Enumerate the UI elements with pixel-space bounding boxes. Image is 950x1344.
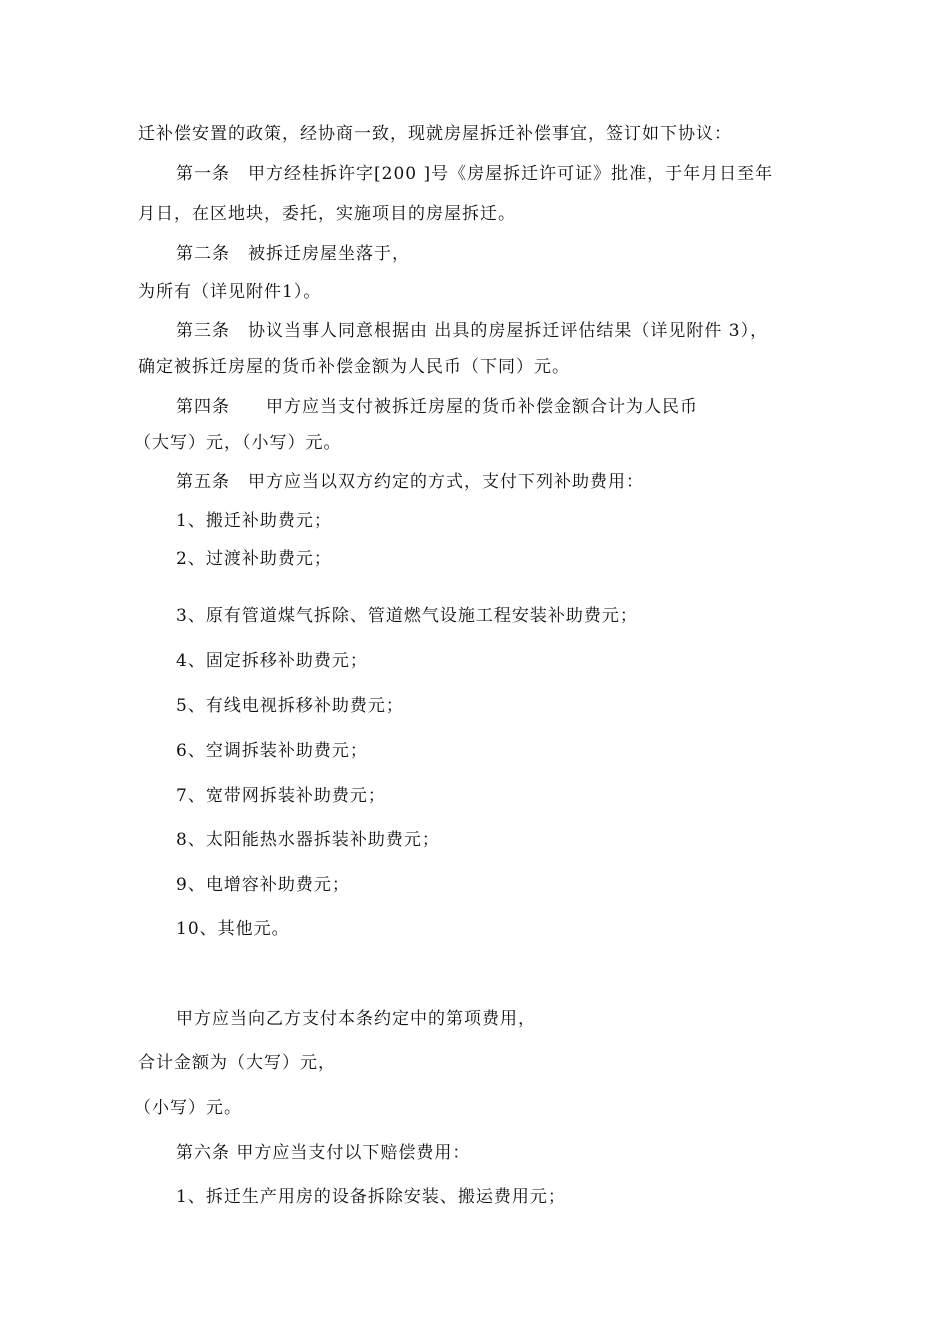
list-item: 3、原有管道煤气拆除、管道燃气设施工程安装补助费元； [176,606,638,626]
payment-total-uppercase: 合计金额为（大写）元， [138,1053,336,1073]
list-item: 1、拆迁生产用房的设备拆除安装、搬运费用元； [176,1187,566,1207]
article-2-line: 第二条 被拆迁房屋坐落于， [176,244,410,264]
payment-line: 甲方应当向乙方支付本条约定中的第项费用， [176,1009,536,1029]
list-item: 5、有线电视拆移补助费元； [176,696,404,716]
article-4-continuation: （大写）元，（小写）元。 [134,433,342,453]
article-1-line: 第一条 甲方经桂拆许字[200 ]号《房屋拆迁许可证》批准，于年月日至年 [176,164,774,184]
article-4-line: 第四条 甲方应当支付被拆迁房屋的货币补偿金额合计为人民币 [176,397,698,417]
article-2-continuation: 为所有（详见附件1）。 [138,282,322,302]
article-6-line: 第六条 甲方应当支付以下赔偿费用： [176,1143,471,1163]
article-1-continuation: 月日，在区地块，委托，实施项目的房屋拆迁。 [138,204,516,224]
list-item: 8、太阳能热水器拆装补助费元； [176,830,440,850]
list-item: 10、其他元。 [176,919,290,939]
article-3-continuation: 确定被拆迁房屋的货币补偿金额为人民币（下同）元。 [138,357,570,377]
list-item: 9、电增容补助费元； [176,875,350,895]
list-item: 7、宽带网拆装补助费元； [176,786,386,806]
payment-total-lowercase: （小写）元。 [134,1098,242,1118]
article-3-line: 第三条 协议当事人同意根据由 出具的房屋拆迁评估结果（详见附件 3）， [176,321,769,341]
list-item: 4、固定拆移补助费元； [176,651,368,671]
list-item: 2、过渡补助费元； [176,549,332,569]
list-item: 1、搬迁补助费元； [176,511,332,531]
list-item: 6、空调拆装补助费元； [176,741,368,761]
paragraph-line: 迁补偿安置的政策，经协商一致，现就房屋拆迁补偿事宜，签订如下协议： [138,124,732,144]
article-5-line: 第五条 甲方应当以双方约定的方式，支付下列补助费用： [176,472,644,492]
